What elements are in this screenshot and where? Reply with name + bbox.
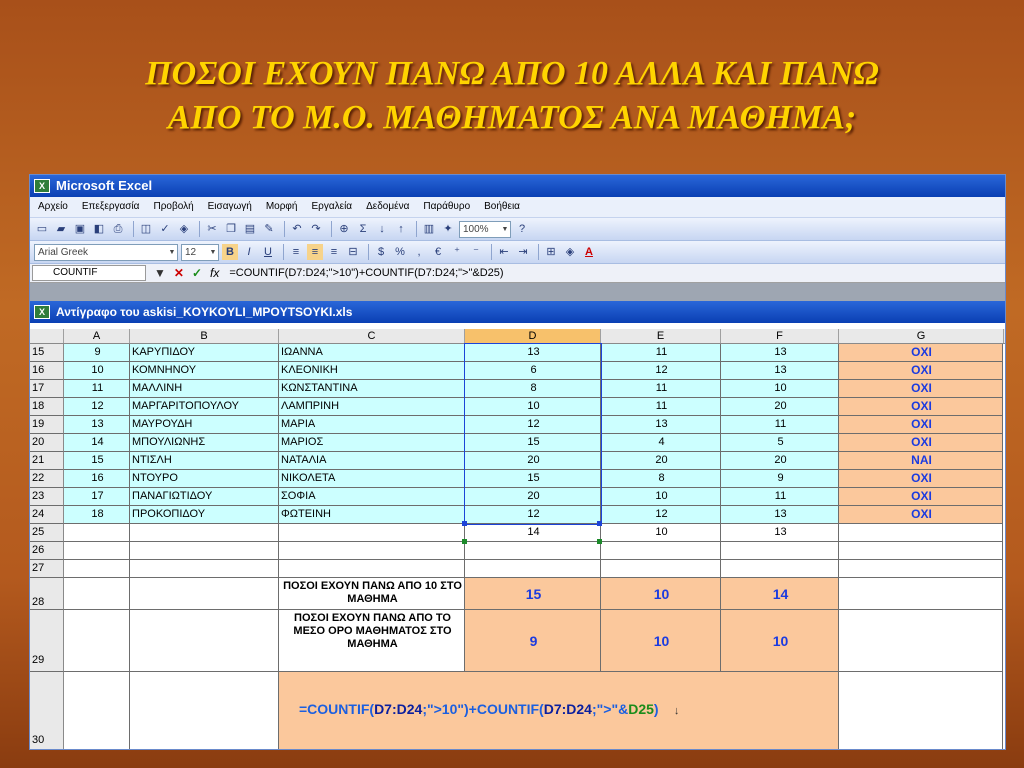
font-color-icon[interactable]: A <box>585 246 593 258</box>
research-icon[interactable]: ◈ <box>179 223 189 235</box>
percent-icon[interactable]: % <box>395 246 405 258</box>
formatting-toolbar <box>30 241 1005 264</box>
cell-c[interactable] <box>279 524 465 542</box>
cell-g[interactable]: ΟΧΙ <box>839 506 1003 524</box>
copy-icon[interactable]: ❐ <box>226 223 236 235</box>
cell-d[interactable] <box>465 542 601 560</box>
reference-handle[interactable] <box>597 539 602 544</box>
formula-part: ) <box>653 701 659 717</box>
cell-b[interactable] <box>130 578 279 610</box>
cell-a[interactable]: 12 <box>64 398 130 416</box>
chevron-down-icon: ▼ <box>209 248 217 256</box>
cell-c[interactable]: ΚΛΕΟΝΙΚΗ <box>279 362 465 380</box>
selection-handle[interactable] <box>462 521 467 526</box>
hyperlink-icon[interactable]: ⊕ <box>339 223 349 235</box>
cell-d[interactable]: 14 <box>465 524 601 542</box>
column-header-b[interactable]: B <box>130 329 279 343</box>
summary-value-29-d[interactable]: 9 <box>465 610 601 672</box>
cell-c[interactable]: ΝΑΤΑΛΙΑ <box>279 452 465 470</box>
cell-a[interactable] <box>64 610 130 672</box>
formula-part: =COUNTIF( <box>299 701 375 717</box>
sort-descending-icon[interactable]: ↑ <box>398 223 404 235</box>
cell-g[interactable] <box>839 610 1003 672</box>
formula-part: ;">"& <box>591 701 629 717</box>
cell-f[interactable]: 9 <box>721 470 839 488</box>
cell-g[interactable]: ΟΧΙ <box>839 488 1003 506</box>
comma-style-icon[interactable]: , <box>417 246 421 258</box>
menu-tools[interactable]: Εργαλεία <box>311 201 353 212</box>
summary-value-28-f[interactable]: 14 <box>721 578 839 610</box>
cell-c[interactable] <box>279 542 465 560</box>
column-header-e[interactable]: E <box>601 329 721 343</box>
formula-part: D7:D24 <box>374 701 423 717</box>
workbook-titlebar <box>30 301 1005 323</box>
app-titlebar <box>30 175 1005 197</box>
formula-input[interactable]: =COUNTIF(D7:D24;">10")+COUNTIF(D7:D24;">"&D25) <box>229 267 504 279</box>
row-header[interactable]: 21 <box>30 452 64 470</box>
row-header[interactable]: 26 <box>30 542 64 560</box>
permission-icon[interactable]: ◧ <box>93 223 105 235</box>
autosum-icon[interactable]: Σ <box>359 223 367 235</box>
new-icon[interactable]: ▭ <box>36 223 48 235</box>
cell-d[interactable]: 8 <box>465 380 601 398</box>
cell-e[interactable] <box>601 560 721 578</box>
table-row <box>30 434 1005 452</box>
underline-icon[interactable]: U <box>264 246 272 258</box>
toolbar-separator <box>284 221 285 237</box>
table-row <box>30 362 1005 380</box>
name-box[interactable]: COUNTIF <box>32 265 146 281</box>
paste-icon[interactable]: ▤ <box>244 223 256 235</box>
cell-a[interactable]: 15 <box>64 452 130 470</box>
cell-a[interactable]: 13 <box>64 416 130 434</box>
cell-c[interactable] <box>279 560 465 578</box>
cell-g[interactable]: ΟΧΙ <box>839 380 1003 398</box>
cell-f[interactable]: 11 <box>721 488 839 506</box>
cancel-icon[interactable]: ✕ <box>173 266 184 280</box>
cell-b[interactable] <box>130 672 279 750</box>
increase-decimal-icon[interactable]: ⁺ <box>454 246 460 258</box>
cell-b[interactable]: ΜΑΛΛΙΝΗ <box>130 380 279 398</box>
cell-b[interactable] <box>130 542 279 560</box>
cell-b[interactable]: ΠΡΟΚΟΠΙΔΟΥ <box>130 506 279 524</box>
column-header-d[interactable]: D <box>465 329 601 343</box>
cell-g[interactable]: ΟΧΙ <box>839 398 1003 416</box>
redo-icon[interactable]: ↷ <box>311 223 321 235</box>
row-header[interactable]: 27 <box>30 560 64 578</box>
table-row <box>30 344 1005 362</box>
cell-d[interactable]: 6 <box>465 362 601 380</box>
chart-wizard-icon[interactable]: ▥ <box>423 223 435 235</box>
cell-e[interactable]: 11 <box>601 380 721 398</box>
cell-e[interactable]: 11 <box>601 398 721 416</box>
cell-g[interactable]: ΟΧΙ <box>839 416 1003 434</box>
print-preview-icon[interactable]: ◫ <box>140 223 152 235</box>
menu-data[interactable]: Δεδομένα <box>366 201 410 212</box>
toolbar-separator <box>416 221 417 237</box>
menu-insert[interactable]: Εισαγωγή <box>207 201 252 212</box>
cell-b[interactable]: ΝΤΟΥΡΟ <box>130 470 279 488</box>
row-header[interactable]: 15 <box>30 344 64 362</box>
increase-indent-icon[interactable]: ⇥ <box>518 246 528 258</box>
column-header-a[interactable]: A <box>64 329 130 343</box>
table-row <box>30 524 1005 542</box>
cell-c[interactable]: ΜΑΡΙΑ <box>279 416 465 434</box>
cell-d[interactable]: 15 <box>465 470 601 488</box>
workbook-icon: X <box>34 305 50 319</box>
table-row <box>30 560 1005 578</box>
row-header[interactable]: 30 <box>30 672 64 750</box>
summary-row <box>30 672 1005 750</box>
table-row <box>30 506 1005 524</box>
save-icon[interactable]: ▣ <box>74 223 86 235</box>
summary-value-28-e[interactable]: 10 <box>601 578 721 610</box>
summary-label-29[interactable]: ΠΟΣΟΙ ΕΧΟΥΝ ΠΑΝΩ ΑΠΟ ΤΟ ΜΕΣΟ ΟΡΟ ΜΑΘΗΜΑΤΟΣ ΣΤΟ ΜΑΘΗΜΑ <box>279 610 465 672</box>
font-value: Arial Greek <box>38 246 89 258</box>
cell-d[interactable]: 20 <box>465 488 601 506</box>
enter-icon[interactable]: ✓ <box>191 266 203 280</box>
cell-d[interactable]: 12 <box>465 506 601 524</box>
cell-c[interactable]: ΜΑΡΙΟΣ <box>279 434 465 452</box>
decrease-decimal-icon[interactable]: ⁻ <box>473 246 479 258</box>
column-header-g[interactable]: G <box>839 329 1004 343</box>
cell-f[interactable]: 5 <box>721 434 839 452</box>
row-header[interactable]: 16 <box>30 362 64 380</box>
cell-c[interactable]: ΝΙΚΟΛΕΤΑ <box>279 470 465 488</box>
cell-b[interactable]: ΠΑΝΑΓΙΩΤΙΔΟΥ <box>130 488 279 506</box>
formula-cell[interactable] <box>279 672 839 750</box>
table-row <box>30 470 1005 488</box>
slide-title-line-2: ΑΠΟ ΤΟ Μ.Ο. ΜΑΘΗΜΑΤΟΣ ΑΝΑ ΜΑΘΗΜΑ; <box>167 99 857 136</box>
cell-a[interactable]: 14 <box>64 434 130 452</box>
workspace-gap <box>30 283 1005 301</box>
cell-a[interactable] <box>64 542 130 560</box>
cell-b[interactable]: ΜΑΡΓΑΡΙΤΟΠΟΥΛΟΥ <box>130 398 279 416</box>
cell-e[interactable]: 4 <box>601 434 721 452</box>
cell-b[interactable]: ΜΑΥΡΟΥΔΗ <box>130 416 279 434</box>
summary-value-29-f[interactable]: 10 <box>721 610 839 672</box>
cell-g[interactable]: ΟΧΙ <box>839 344 1003 362</box>
cell-b[interactable] <box>130 560 279 578</box>
cell-a[interactable] <box>64 560 130 578</box>
cell-e[interactable]: 13 <box>601 416 721 434</box>
cell-a[interactable]: 18 <box>64 506 130 524</box>
slide-title <box>0 52 1024 140</box>
font-size-select[interactable] <box>181 244 219 261</box>
slide-title-line-1: ΠΟΣΟΙ ΕΧΟΥΝ ΠΑΝΩ ΑΠΟ 10 ΑΛΛΑ ΚΑΙ ΠΑΝΩ <box>145 55 879 92</box>
cell-g[interactable]: ΟΧΙ <box>839 362 1003 380</box>
cell-c[interactable]: ΛΑΜΠΡΙΝΗ <box>279 398 465 416</box>
table-row <box>30 488 1005 506</box>
cell-d[interactable]: 10 <box>465 398 601 416</box>
cell-e[interactable] <box>601 542 721 560</box>
table-row <box>30 452 1005 470</box>
cell-e[interactable]: 12 <box>601 362 721 380</box>
summary-label-28[interactable]: ΠΟΣΟΙ ΕΧΟΥΝ ΠΑΝΩ ΑΠΟ 10 ΣΤΟ ΜΑΘΗΜΑ <box>279 578 465 610</box>
text-cursor-icon: ↓ <box>658 705 680 717</box>
sort-ascending-icon[interactable]: ↓ <box>379 223 385 235</box>
toolbar-separator <box>491 244 492 260</box>
cell-f[interactable]: 13 <box>721 362 839 380</box>
cell-e[interactable]: 12 <box>601 506 721 524</box>
chevron-down-icon[interactable]: ▼ <box>154 266 166 280</box>
toolbar-separator <box>199 221 200 237</box>
cell-a[interactable]: 17 <box>64 488 130 506</box>
align-right-icon[interactable]: ≡ <box>330 246 338 258</box>
row-header[interactable]: 23 <box>30 488 64 506</box>
open-icon[interactable]: ▰ <box>56 223 66 235</box>
cell-b[interactable]: ΜΠΟΥΛΙΩΝΗΣ <box>130 434 279 452</box>
insert-function-icon[interactable]: fx <box>210 266 220 280</box>
cell-g[interactable] <box>839 560 1003 578</box>
align-center-icon[interactable]: ≡ <box>307 244 323 260</box>
excel-window <box>29 174 1006 750</box>
toolbar-separator <box>283 244 284 260</box>
table-row <box>30 380 1005 398</box>
cell-g[interactable] <box>839 524 1003 542</box>
formula-part: D7:D24 <box>543 701 592 717</box>
cell-a[interactable] <box>64 524 130 542</box>
excel-icon: X <box>34 179 50 193</box>
italic-icon[interactable]: I <box>247 246 251 258</box>
font-size-value: 12 <box>185 246 197 258</box>
menu-format[interactable]: Μορφή <box>265 201 298 212</box>
row-header[interactable]: 22 <box>30 470 64 488</box>
column-header-f[interactable]: F <box>721 329 839 343</box>
column-header-c[interactable]: C <box>279 329 465 343</box>
menu-window[interactable]: Παράθυρο <box>423 201 471 212</box>
cell-a[interactable]: 16 <box>64 470 130 488</box>
row-header[interactable]: 24 <box>30 506 64 524</box>
spelling-icon[interactable]: ✓ <box>160 223 170 235</box>
cell-e[interactable]: 10 <box>601 524 721 542</box>
cell-e[interactable]: 11 <box>601 344 721 362</box>
bold-icon[interactable]: B <box>222 244 238 260</box>
euro-icon[interactable]: € <box>434 246 442 258</box>
toolbar-separator <box>368 244 369 260</box>
chevron-down-icon: ▼ <box>168 248 176 256</box>
cell-g[interactable]: ΝΑΙ <box>839 452 1003 470</box>
borders-icon[interactable]: ⊞ <box>546 246 556 258</box>
workbook-title: Αντίγραφο του askisi_KOYKOYLI_MPOYTSOYKI.xls <box>56 305 353 319</box>
cell-e[interactable]: 10 <box>601 488 721 506</box>
print-icon[interactable]: ⎙ <box>113 223 123 235</box>
table-row <box>30 398 1005 416</box>
cell-c[interactable]: ΣΟΦΙΑ <box>279 488 465 506</box>
menu-edit[interactable]: Επεξεργασία <box>81 201 140 212</box>
cell-b[interactable] <box>130 524 279 542</box>
selection-handle[interactable] <box>597 521 602 526</box>
table-row <box>30 416 1005 434</box>
select-all-corner[interactable] <box>30 329 64 343</box>
zoom-value: 100% <box>463 223 489 235</box>
drawing-icon[interactable]: ✦ <box>443 223 453 235</box>
cell-d[interactable] <box>465 560 601 578</box>
cell-a[interactable]: 9 <box>64 344 130 362</box>
summary-value-29-e[interactable]: 10 <box>601 610 721 672</box>
help-icon[interactable]: ? <box>518 223 526 235</box>
toolbar-separator <box>133 221 134 237</box>
cell-f[interactable]: 13 <box>721 506 839 524</box>
cell-f[interactable]: 13 <box>721 344 839 362</box>
cell-f[interactable]: 10 <box>721 380 839 398</box>
cell-e[interactable]: 20 <box>601 452 721 470</box>
menu-help[interactable]: Βοήθεια <box>484 201 520 212</box>
row-header[interactable]: 20 <box>30 434 64 452</box>
cell-g[interactable] <box>839 672 1003 750</box>
menu-bar <box>30 197 1005 218</box>
row-header[interactable]: 28 <box>30 578 64 610</box>
row-header[interactable]: 19 <box>30 416 64 434</box>
merge-center-icon[interactable]: ⊟ <box>348 246 358 258</box>
reference-handle[interactable] <box>462 539 467 544</box>
cell-a[interactable] <box>64 578 130 610</box>
cell-d[interactable]: 13 <box>465 344 601 362</box>
formula-part: ;">10")+COUNTIF( <box>422 701 544 717</box>
cell-g[interactable]: ΟΧΙ <box>839 470 1003 488</box>
toolbar-separator <box>331 221 332 237</box>
cell-a[interactable] <box>64 672 130 750</box>
font-select[interactable] <box>34 244 178 261</box>
menu-file[interactable]: Αρχείο <box>38 201 68 212</box>
cell-d[interactable]: 15 <box>465 434 601 452</box>
cell-e[interactable]: 8 <box>601 470 721 488</box>
app-title: Microsoft Excel <box>56 178 153 193</box>
format-painter-icon[interactable]: ✎ <box>264 223 274 235</box>
cell-g[interactable] <box>839 578 1003 610</box>
summary-row <box>30 578 1005 610</box>
cut-icon[interactable]: ✂ <box>207 223 217 235</box>
standard-toolbar <box>30 218 1005 241</box>
cell-g[interactable]: ΟΧΙ <box>839 434 1003 452</box>
cell-c[interactable]: ΦΩΤΕΙΝΗ <box>279 506 465 524</box>
cell-f[interactable] <box>721 542 839 560</box>
menu-view[interactable]: Προβολή <box>153 201 194 212</box>
fill-color-icon[interactable]: ◈ <box>565 246 575 258</box>
column-headers <box>30 329 1005 344</box>
cell-b[interactable]: ΚΟΜΝΗΝΟΥ <box>130 362 279 380</box>
row-header[interactable]: 18 <box>30 398 64 416</box>
cell-a[interactable]: 11 <box>64 380 130 398</box>
align-left-icon[interactable]: ≡ <box>292 246 300 258</box>
decrease-indent-icon[interactable]: ⇤ <box>499 246 509 258</box>
cell-d[interactable]: 12 <box>465 416 601 434</box>
cell-b[interactable]: ΚΑΡΥΠΙΔΟΥ <box>130 344 279 362</box>
cell-a[interactable]: 10 <box>64 362 130 380</box>
currency-icon[interactable]: $ <box>377 246 385 258</box>
summary-value-28-d[interactable]: 15 <box>465 578 601 610</box>
cell-f[interactable]: 20 <box>721 398 839 416</box>
chevron-down-icon: ▼ <box>501 225 509 233</box>
cell-c[interactable]: ΚΩΝΣΤΑΝΤΙΝΑ <box>279 380 465 398</box>
cell-b[interactable]: ΝΤΙΣΛΗ <box>130 452 279 470</box>
formula-part: D25 <box>628 701 654 717</box>
cell-f[interactable]: 13 <box>721 524 839 542</box>
summary-row <box>30 610 1005 672</box>
cell-d[interactable]: 20 <box>465 452 601 470</box>
cell-f[interactable]: 20 <box>721 452 839 470</box>
cell-c[interactable]: ΙΩΑΝΝΑ <box>279 344 465 362</box>
zoom-select[interactable] <box>459 221 511 238</box>
cell-f[interactable] <box>721 560 839 578</box>
toolbar-separator <box>538 244 539 260</box>
table-row <box>30 542 1005 560</box>
undo-icon[interactable]: ↶ <box>292 223 302 235</box>
cell-f[interactable]: 11 <box>721 416 839 434</box>
cell-g[interactable] <box>839 542 1003 560</box>
row-header[interactable]: 29 <box>30 610 64 672</box>
formula-bar <box>30 264 1005 283</box>
cell-b[interactable] <box>130 610 279 672</box>
row-header[interactable]: 25 <box>30 524 64 542</box>
row-header[interactable]: 17 <box>30 380 64 398</box>
